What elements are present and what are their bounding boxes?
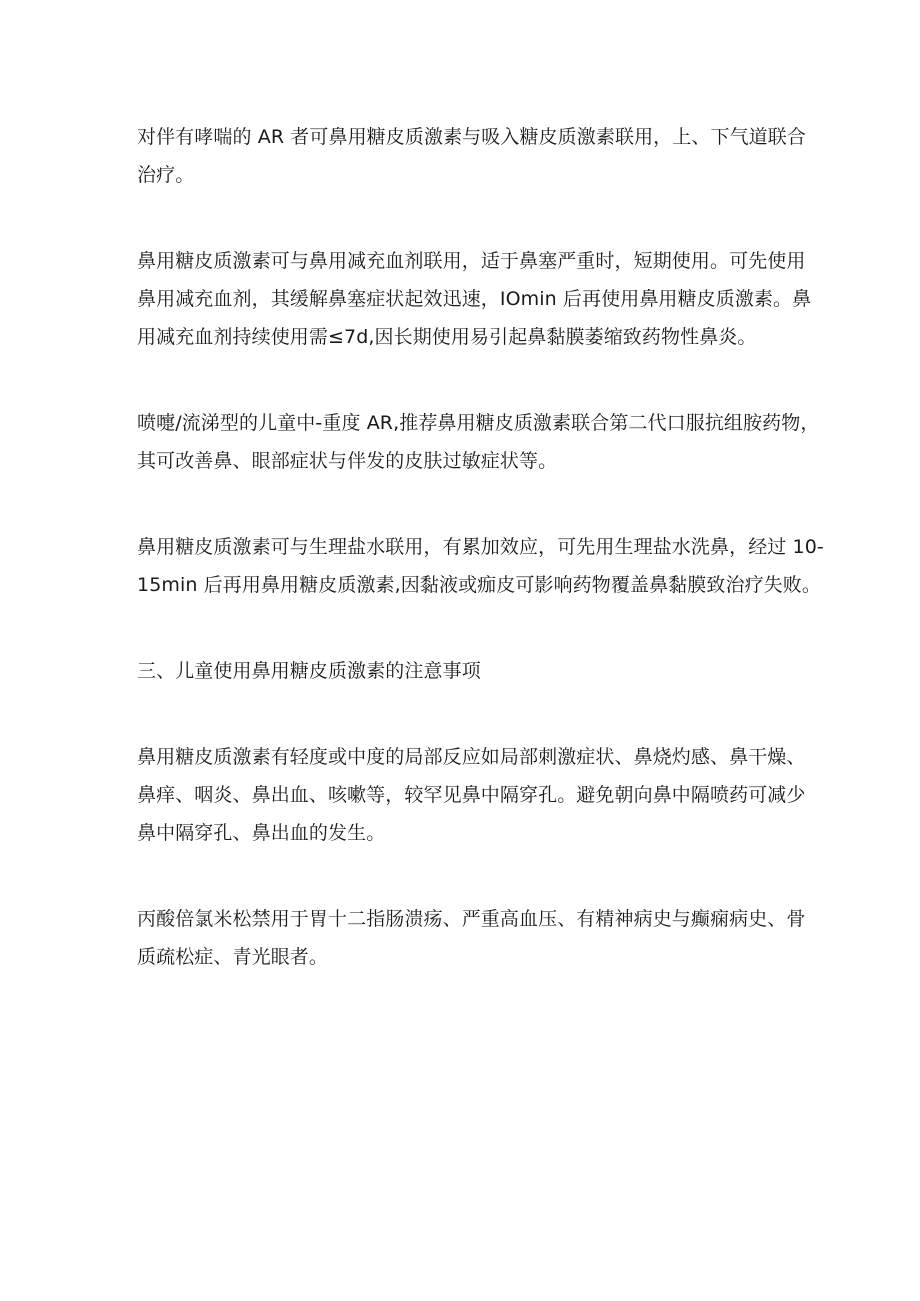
paragraph-beclomethasone-contraindications <box>137 900 806 976</box>
text-line: 鼻用糖皮质激素有轻度或中度的局部反应如局部刺激症状、鼻烧灼感、鼻干燥、 <box>137 746 806 768</box>
section-heading-text: 三、儿童使用鼻用糖皮质激素的注意事项 <box>137 660 481 682</box>
text-line: 喷嚏/流涕型的儿童中-重度 AR,推荐鼻用糖皮质激素联合第二代口服抗组胺药物， <box>137 412 820 434</box>
text-line: 鼻用糖皮质激素可与生理盐水联用，有累加效应，可先用生理盐水洗鼻，经过 10- <box>137 536 824 558</box>
text-line: 治疗。 <box>137 164 195 186</box>
paragraph-saline-combination <box>137 528 824 604</box>
text-line: 其可改善鼻、眼部症状与伴发的皮肤过敏症状等。 <box>137 450 558 472</box>
text-line: 鼻中隔穿孔、鼻出血的发生。 <box>137 822 386 844</box>
text-line: 对伴有哮喘的 AR 者可鼻用糖皮质激素与吸入糖皮质激素联用，上、下气道联合 <box>137 126 806 148</box>
text-line: 鼻痒、咽炎、鼻出血、咳嗽等，较罕见鼻中隔穿孔。避免朝向鼻中隔喷药可减少 <box>137 784 806 806</box>
text-line: 质疏松症、青光眼者。 <box>137 946 329 968</box>
paragraph-antihistamine-combination <box>137 404 820 480</box>
text-line: 鼻用减充血剂，其缓解鼻塞症状起效迅速，IOmin 后再使用鼻用糖皮质激素。鼻 <box>137 288 812 310</box>
text-line: 15min 后再用鼻用糖皮质激素,因黏液或痂皮可影响药物覆盖鼻黏膜致治疗失败。 <box>137 574 821 596</box>
text-line: 丙酸倍氯米松禁用于胃十二指肠溃疡、严重高血压、有精神病史与癫痫病史、骨 <box>137 908 806 930</box>
document-body <box>137 118 824 976</box>
paragraph-local-reactions <box>137 738 806 852</box>
text-line: 鼻用糖皮质激素可与鼻用减充血剂联用，适于鼻塞严重时，短期使用。可先使用 <box>137 250 806 272</box>
text-line: 用减充血剂持续使用需≤7d,因长期使用易引起鼻黏膜萎缩致药物性鼻炎。 <box>137 326 757 348</box>
paragraph-asthma-combination <box>137 118 806 194</box>
paragraph-decongestant-combination <box>137 242 812 356</box>
section-heading <box>137 652 802 690</box>
